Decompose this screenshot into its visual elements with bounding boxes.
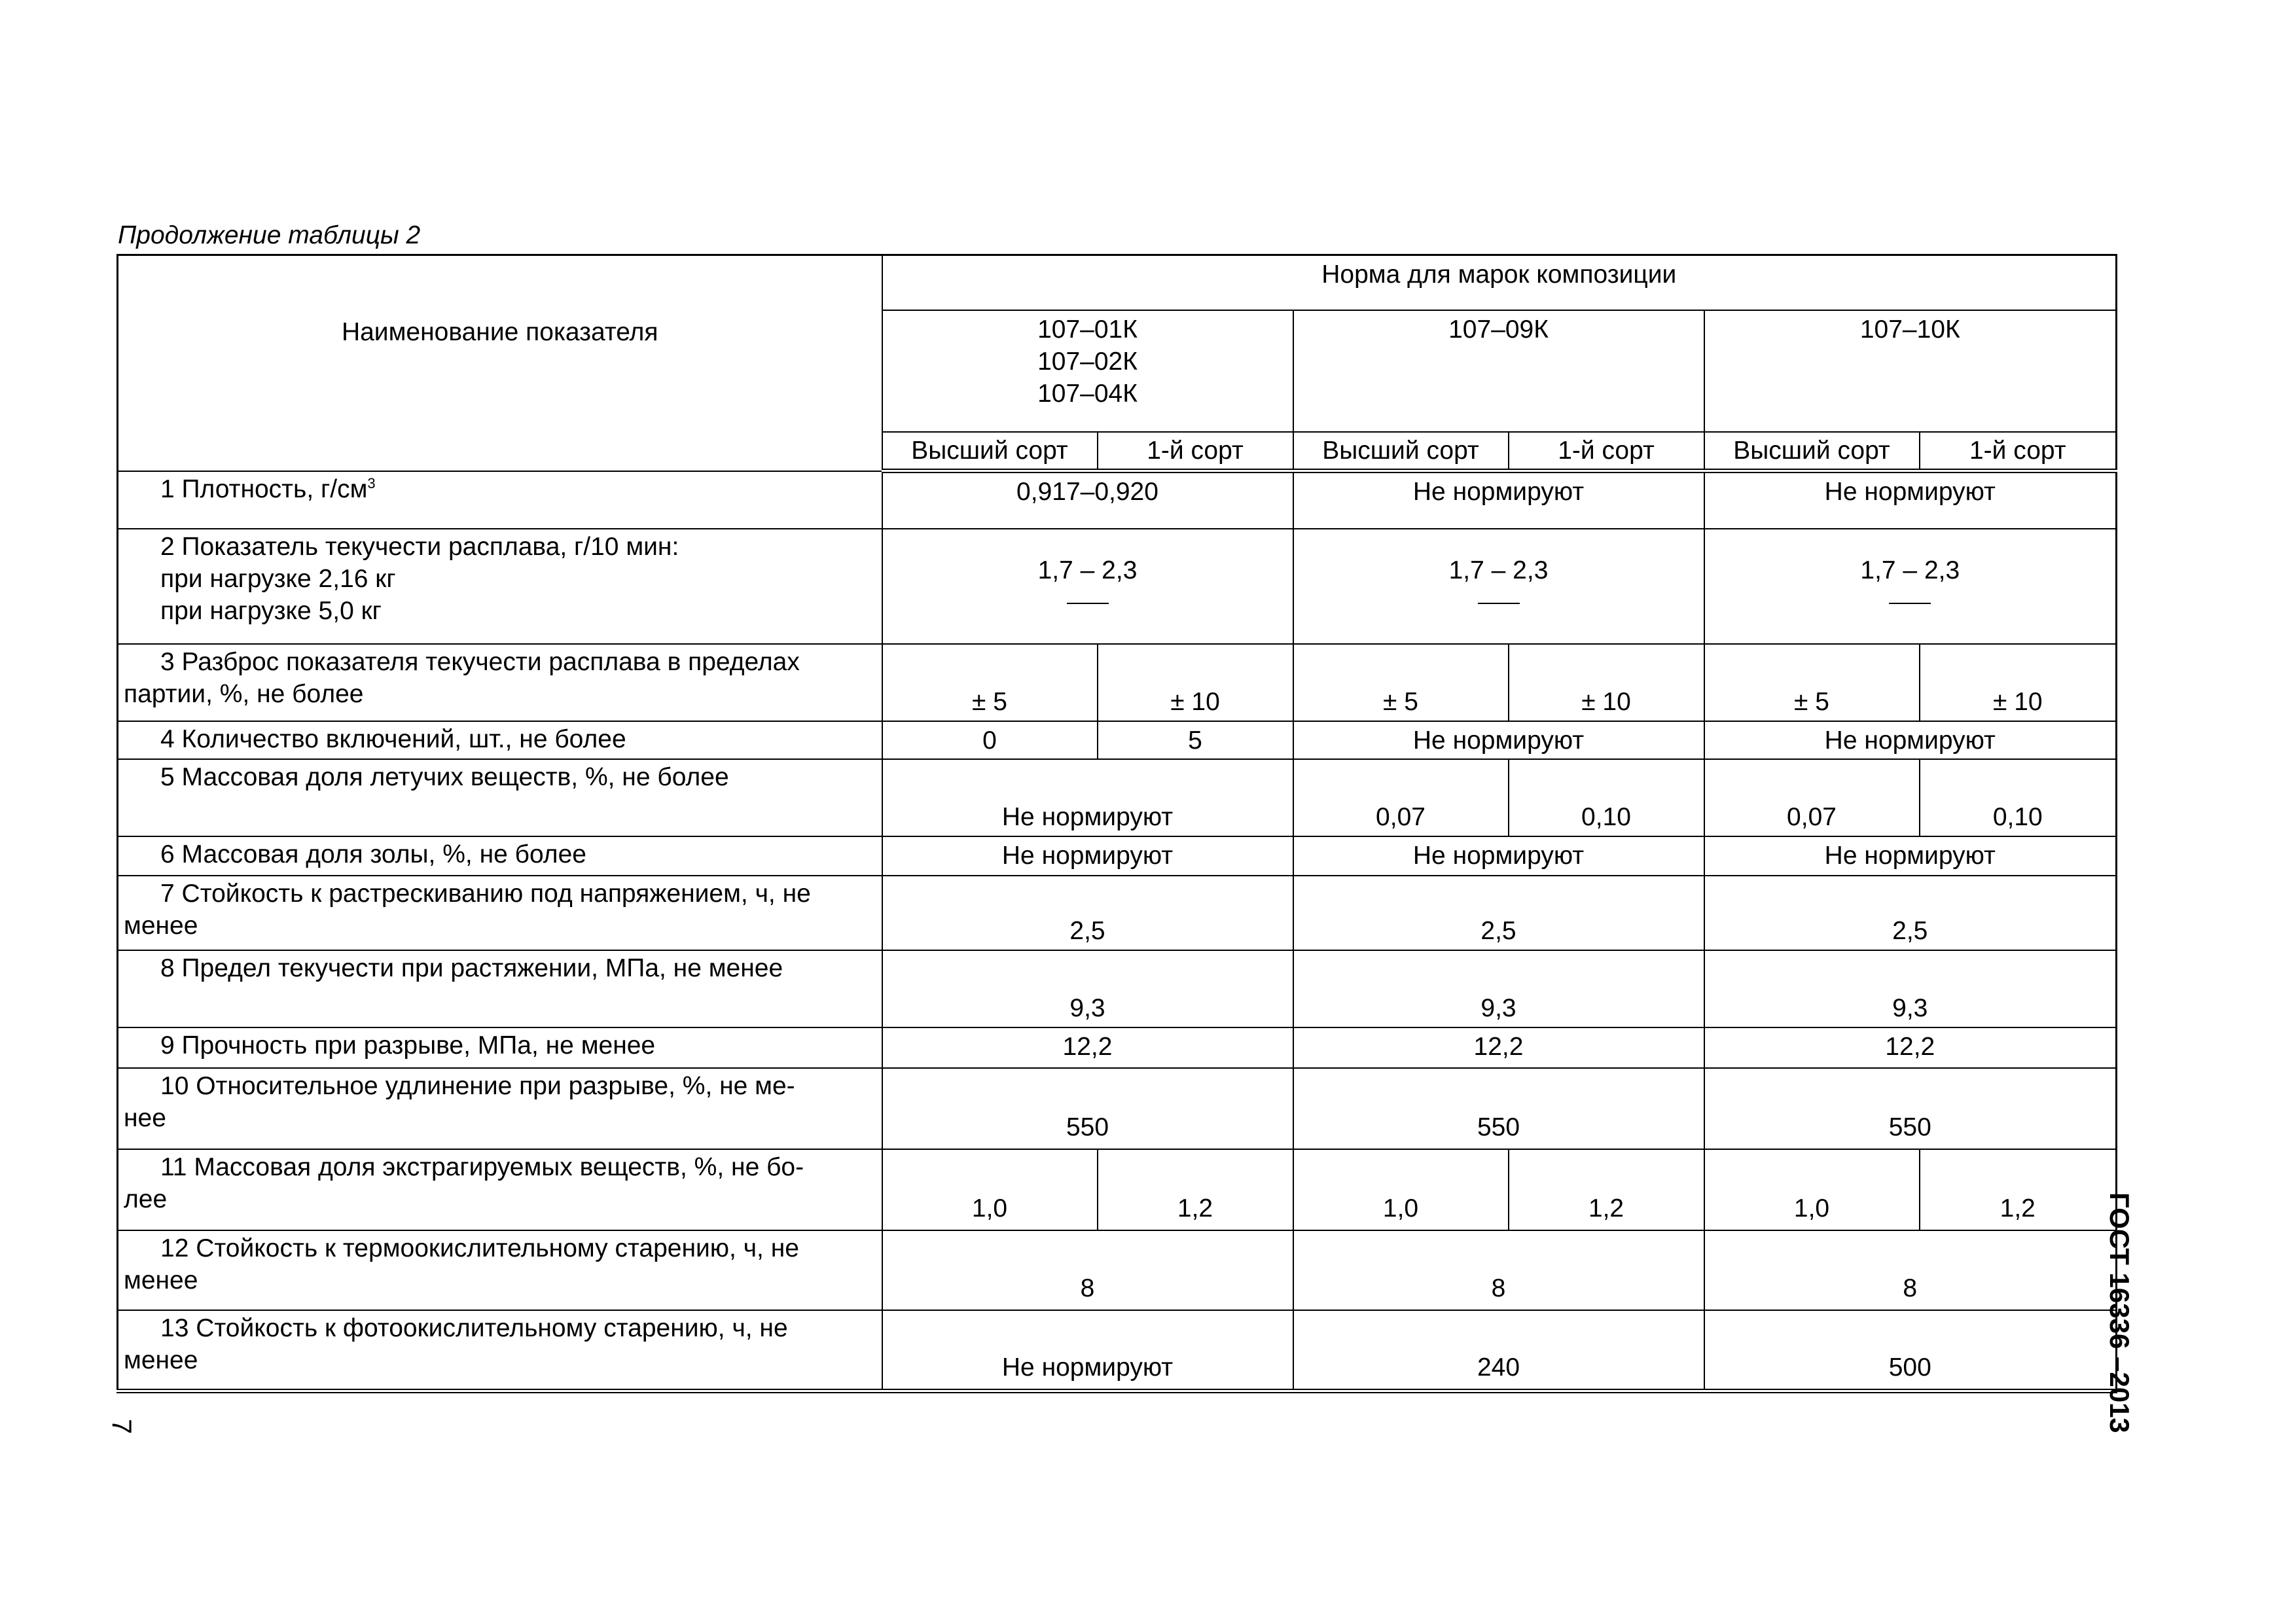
- row-name: 11 Массовая доля экстрагируемых веществ, %, не бо- лее: [118, 1149, 882, 1230]
- cell: 12,2: [1704, 1027, 2117, 1068]
- table-row: [118, 950, 2117, 1027]
- dash-mark: [1889, 603, 1931, 604]
- table-row: [118, 759, 2117, 836]
- row-name: 8 Предел текучести при растяжении, МПа, не менее: [118, 950, 882, 1027]
- cell: Не нормируют: [1293, 836, 1704, 876]
- cell: 1,7 – 2,3: [1293, 529, 1704, 644]
- cell: 0,10: [1509, 759, 1704, 836]
- cell: 1,7 – 2,3: [1704, 529, 2117, 644]
- cell: 9,3: [1704, 950, 2117, 1027]
- table-caption: Продолжение таблицы 2: [118, 221, 421, 249]
- cell: ± 10: [1098, 644, 1293, 721]
- header-group2: 107–09К: [1293, 310, 1704, 432]
- cell: ± 5: [1293, 644, 1509, 721]
- cell: 2,5: [882, 876, 1293, 950]
- grade-first-1: 1-й сорт: [1098, 432, 1293, 471]
- table-row: [118, 1310, 2117, 1391]
- cell: 0,07: [1293, 759, 1509, 836]
- cell: Не нормируют: [1293, 721, 1704, 759]
- cell: 0,10: [1920, 759, 2117, 836]
- cell: 500: [1704, 1310, 2117, 1391]
- row-name: 9 Прочность при разрыве, МПа, не менее: [118, 1027, 882, 1068]
- header-group3: 107–10К: [1704, 310, 2117, 432]
- cell: 1,2: [1098, 1149, 1293, 1230]
- page-number: 7: [107, 1419, 137, 1435]
- table-row: [118, 876, 2117, 950]
- cell: 8: [882, 1230, 1293, 1310]
- cell: 0: [882, 721, 1098, 759]
- row-name: 12 Стойкость к термоокислительному старению, ч, не менее: [118, 1230, 882, 1310]
- row-name: 5 Массовая доля летучих веществ, %, не более: [118, 759, 882, 836]
- table-row: [118, 644, 2117, 721]
- header-norm: Норма для марок композиции: [882, 255, 2117, 310]
- cell: 8: [1293, 1230, 1704, 1310]
- table-row: [118, 836, 2117, 876]
- table-row: [118, 1068, 2117, 1149]
- table-row: [118, 1230, 2117, 1310]
- row-name: 6 Массовая доля золы, %, не более: [118, 836, 882, 876]
- dash-mark: [1067, 603, 1109, 604]
- cell: 1,0: [1704, 1149, 1920, 1230]
- cell: 1,2: [1920, 1149, 2117, 1230]
- table-row: [118, 529, 2117, 644]
- cell: ± 5: [1704, 644, 1920, 721]
- table-row: [118, 1149, 2117, 1230]
- cell: ± 10: [1920, 644, 2117, 721]
- cell: Не нормируют: [882, 836, 1293, 876]
- row-name: 4 Количество включений, шт., не более: [118, 721, 882, 759]
- row-name: 2 Показатель текучести расплава, г/10 мин: при нагрузке 2,16 кг при нагрузке 5,0 кг: [118, 529, 882, 644]
- cell: 9,3: [1293, 950, 1704, 1027]
- cell: 8: [1704, 1230, 2117, 1310]
- cell: Не нормируют: [882, 759, 1293, 836]
- cell: Не нормируют: [882, 1310, 1293, 1391]
- cell: ± 10: [1509, 644, 1704, 721]
- cell: 550: [882, 1068, 1293, 1149]
- table-row: [118, 471, 2117, 529]
- cell: 1,2: [1509, 1149, 1704, 1230]
- cell: 5: [1098, 721, 1293, 759]
- cell: Не нормируют: [1293, 471, 1704, 529]
- cell: 1,0: [1293, 1149, 1509, 1230]
- cell: 12,2: [1293, 1027, 1704, 1068]
- standard-label: ГОСТ 16336 –2013: [2104, 1192, 2135, 1433]
- cell: 550: [1293, 1068, 1704, 1149]
- header-name-column: Наименование показателя: [118, 255, 882, 471]
- cell: 1,0: [882, 1149, 1098, 1230]
- cell: Не нормируют: [1704, 471, 2117, 529]
- cell: 240: [1293, 1310, 1704, 1391]
- table-row: [118, 721, 2117, 759]
- cell: Не нормируют: [1704, 836, 2117, 876]
- grade-high-3: Высший сорт: [1704, 432, 1920, 471]
- dash-mark: [1478, 603, 1520, 604]
- cell: 9,3: [882, 950, 1293, 1027]
- cell: 12,2: [882, 1027, 1293, 1068]
- table-row: [118, 1027, 2117, 1068]
- grade-first-2: 1-й сорт: [1509, 432, 1704, 471]
- cell: Не нормируют: [1704, 721, 2117, 759]
- row-name: 7 Стойкость к растрескиванию под напряжением, ч, не менее: [118, 876, 882, 950]
- requirements-table: [117, 254, 2117, 1393]
- cell: 1,7 – 2,3: [882, 529, 1293, 644]
- row-name: 1 Плотность, $г/см^3$: [118, 471, 882, 529]
- cell: ± 5: [882, 644, 1098, 721]
- cell: 2,5: [1704, 876, 2117, 950]
- grade-high-1: Высший сорт: [882, 432, 1098, 471]
- row-name: 13 Стойкость к фотоокислительному старению, ч, не менее: [118, 1310, 882, 1391]
- header-group1: 107–01К 107–02К 107–04К: [882, 310, 1293, 432]
- grade-high-2: Высший сорт: [1293, 432, 1509, 471]
- cell: 550: [1704, 1068, 2117, 1149]
- cell: 0,917–0,920: [882, 471, 1293, 529]
- row-name: 3 Разброс показателя текучести расплава в пределах партии, %, не более: [118, 644, 882, 721]
- cell: 2,5: [1293, 876, 1704, 950]
- cell: 0,07: [1704, 759, 1920, 836]
- grade-first-3: 1-й сорт: [1920, 432, 2117, 471]
- row-name: 10 Относительное удлинение при разрыве, %, не ме- нее: [118, 1068, 882, 1149]
